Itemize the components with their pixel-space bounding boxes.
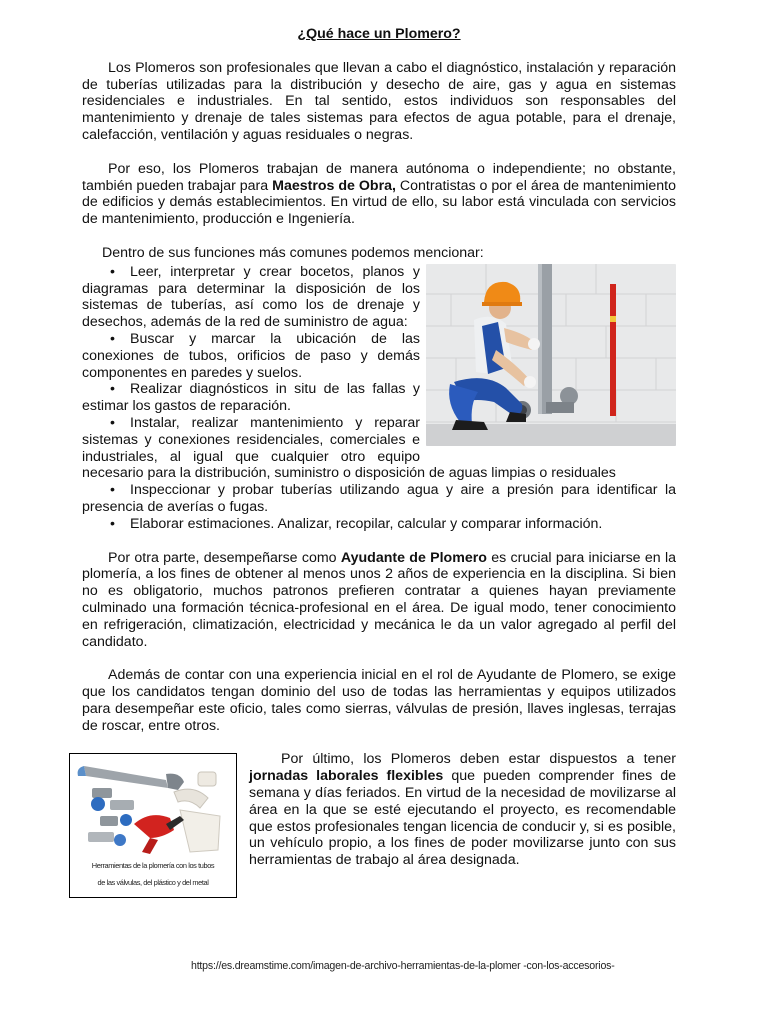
tools-paragraph: Además de contar con una experiencia inicial en el rol de Ayudante de Plomero, se exige que los candidatos tengan dominio del uso de todas las herramientas y equipos utilizados para desempeñar este oficio, tales como sierras, válvulas de presión, llaves inglesas, terrajas de roscar, entre otros. <box>82 667 676 734</box>
list-item <box>82 482 676 516</box>
helper-text-end: es crucial para iniciarse en la plomería, a los fines de obtener al menos unos 2 años de experiencia en la disciplina. Si bien no es obligatorio, muchos patronos prefieren contratar a quienes hayan previamente culminado una formación técnica-profesional en el área. De igual modo, tener conocimiento en refrigeración, climatización, electricidad y mecánica le da un valor agregado al perfil del candidato. <box>82 549 676 650</box>
ayudante-de-plomero-bold: Ayudante de Plomero <box>340 549 487 566</box>
bullet-icon: • <box>110 414 115 431</box>
tools-image <box>70 754 236 858</box>
jornadas-flexibles-bold: jornadas laborales flexibles <box>249 768 444 785</box>
bullet-icon: • <box>110 381 115 398</box>
bullet-icon: • <box>110 482 115 499</box>
list-item <box>82 516 676 533</box>
list-item-text: Realizar diagnósticos in situ de las fallas y estimar los gastos de reparación. <box>82 381 420 415</box>
functions-intro: Dentro de sus funciones más comunes podemos mencionar: <box>102 244 484 261</box>
list-item <box>82 331 676 381</box>
page-title: ¿Qué hace un Plomero? <box>297 26 461 42</box>
flexible-text-end: que pueden comprender fines de semana y días feriados. En virtud de la necesidad de movilizarse al área en la que se esté ejecutando el proyecto, es recomendable que estos profesionales tengan licencia de conducir y, si es posible, un vehículo propio, a los fines de poder movilizarse junto con sus herramientas de trabajo al área designada. <box>249 768 677 869</box>
list-item-text: Instalar, realizar mantenimiento y reparar sistemas y conexiones residenciales, comerciales e industriales, al igual que cualquier otro equipo necesario para la distribución, suministro o disposición de aguas limpias o residuales <box>82 414 616 482</box>
list-item <box>82 264 676 331</box>
closing-section <box>82 751 677 888</box>
list-item <box>82 381 676 415</box>
list-item-text: Elaborar estimaciones. Analizar, recopilar, calcular y comparar información. <box>130 515 603 532</box>
maestros-de-obra-bold: Maestros de Obra, <box>272 177 396 194</box>
tools-figure <box>69 753 237 898</box>
helper-paragraph <box>82 550 676 651</box>
tools-caption-line-1: Herramientas de la plomería con los tubos <box>91 861 215 871</box>
intro-paragraph: Los Plomeros son profesionales que llevan a cabo el diagnóstico, instalación y reparación de tuberías utilizadas para la distribución y desecho de aire, gas y agua en sistemas residenciales e industriales. En tal sentido, estos individuos son responsables del mantenimiento y drenaje de tales sistemas para efectos de agua potable, para el drenaje, calefacción, ventilación y aguas residuales o negras. <box>82 59 676 143</box>
list-item-text: Buscar y marcar la ubicación de las conexiones de tubos, orificios de paso y demás componentes en paredes y suelos. <box>82 330 420 381</box>
tools-caption-line-2: de las válvulas, del plástico y del metal <box>97 878 209 888</box>
bullet-icon: • <box>110 330 115 347</box>
tools-caption <box>76 857 230 891</box>
document-page <box>82 22 676 886</box>
list-item-text: Inspeccionar y probar tuberías utilizando agua y aire a presión para identificar la presencia de averías o fugas. <box>82 482 676 515</box>
list-item <box>82 415 676 482</box>
autonomy-text-end: Contratistas o por el área de mantenimiento de edificios y demás establecimientos. En virtud de ello, su labor está vinculada con servicios de mantenimiento, producción e Ingeniería. <box>82 177 676 228</box>
autonomy-text-start: Por eso, los Plomeros trabajan de manera autónoma o independiente; no obstante, también pueden trabajar para <box>82 160 676 194</box>
bullet-icon: • <box>110 263 115 280</box>
autonomy-paragraph <box>82 161 676 228</box>
source-url: https://es.dreamstime.com/imagen-de-archivo-herramientas-de-la-plomer -con-los-accesorios- <box>191 960 615 972</box>
flexible-text-start: Por último, los Plomeros deben estar dispuestos a tener <box>281 751 676 768</box>
helper-text-start: Por otra parte, desempeñarse como <box>108 549 341 566</box>
flexible-hours-paragraph <box>249 751 676 869</box>
bullet-icon: • <box>110 515 115 532</box>
list-item-text: Leer, interpretar y crear bocetos, planos y diagramas para determinar la disposición de los sistemas de tuberías, así como los de drenaje y desechos, además de la red de suministro de agua: <box>82 263 420 331</box>
functions-list <box>82 264 676 533</box>
